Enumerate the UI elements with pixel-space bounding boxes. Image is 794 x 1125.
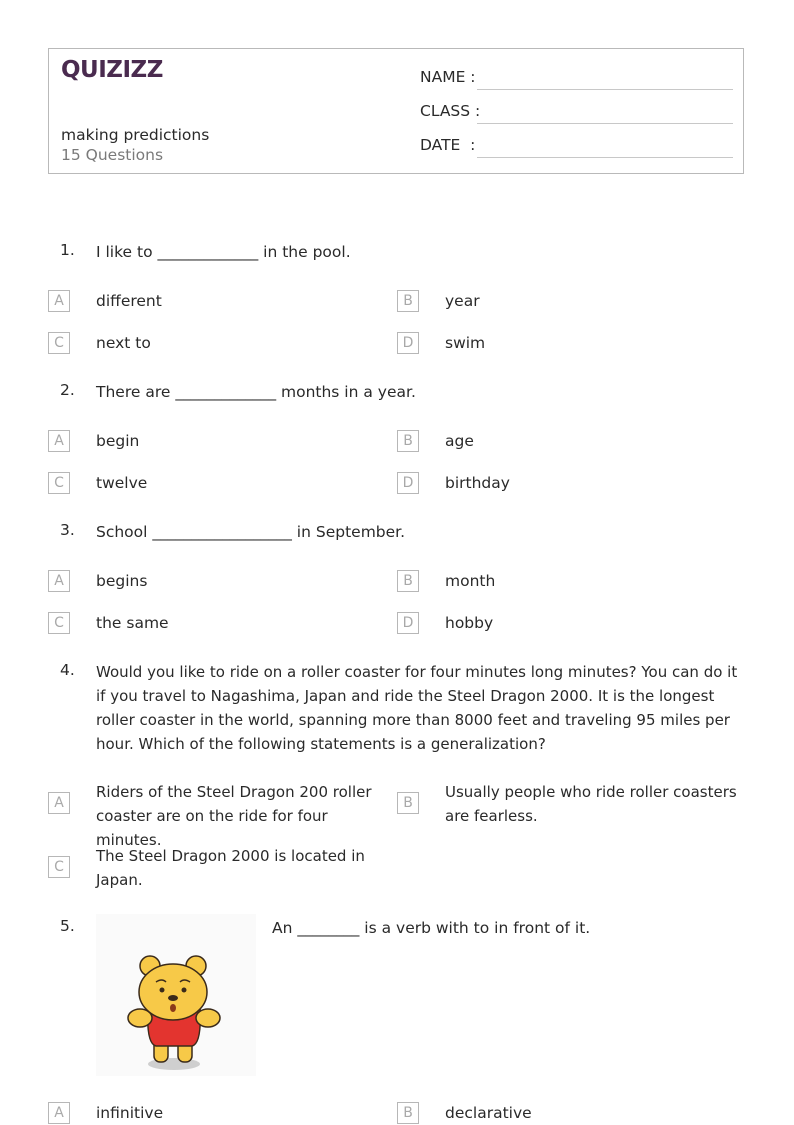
question-text: School __________________ in September. [96, 523, 406, 541]
option-text: different [96, 292, 162, 310]
bear-illustration [96, 914, 256, 1076]
question-text: An ________ is a verb with to in front of it. [272, 919, 591, 937]
option-text: Usually people who ride roller coasters are fearless. [445, 783, 737, 825]
option-text: infinitive [96, 1104, 164, 1122]
question-text: Would you like to ride on a roller coaster for four minutes long minutes? You can do it if you travel to Nagashima, Japan and ride the Steel Dragon 2000. It is the longest roller coaster in the world, spanning more than 8000 feet and traveling 95 miles per hour. Which of the following statements is a generalization? [96, 663, 738, 753]
option-letter-d[interactable]: D [397, 472, 419, 494]
question-number: 3. [60, 521, 75, 539]
pooh-bear-image [96, 914, 256, 1076]
question-number: 1. [60, 241, 75, 259]
option-letter-d[interactable]: D [397, 332, 419, 354]
option-letter-c[interactable]: C [48, 332, 70, 354]
question-text: I like to _____________ in the pool. [96, 243, 351, 261]
option-letter-a[interactable]: A [48, 430, 70, 452]
option-text: month [445, 572, 496, 590]
option-letter-d[interactable]: D [397, 612, 419, 634]
question-count: 15 Questions [61, 146, 164, 164]
option-letter-c[interactable]: C [48, 856, 70, 878]
option-letter-a[interactable]: A [48, 792, 70, 814]
option-text: Riders of the Steel Dragon 200 roller coaster are on the ride for four minutes. [96, 783, 372, 849]
class-line[interactable] [477, 123, 733, 124]
option-text: birthday [445, 474, 510, 492]
question-text: There are _____________ months in a year. [96, 383, 416, 401]
option-letter-c[interactable]: C [48, 612, 70, 634]
option-text: swim [445, 334, 486, 352]
option-letter-b[interactable]: B [397, 570, 419, 592]
worksheet-header [48, 48, 744, 174]
question-number: 2. [60, 381, 75, 399]
date-line[interactable] [477, 157, 733, 158]
option-letter-a[interactable]: A [48, 1102, 70, 1124]
option-letter-b[interactable]: B [397, 430, 419, 452]
option-letter-b[interactable]: B [397, 290, 419, 312]
option-letter-b[interactable]: B [397, 1102, 419, 1124]
question-number: 4. [60, 661, 75, 679]
option-text: begins [96, 572, 148, 590]
option-text: begin [96, 432, 140, 450]
option-text: hobby [445, 614, 494, 632]
option-text: age [445, 432, 474, 450]
quizizz-logo [61, 57, 163, 85]
question-number: 5. [60, 917, 75, 935]
logo-text: QUIZIZZ [61, 57, 163, 83]
option-text: twelve [96, 474, 148, 492]
name-label: NAME : [420, 68, 476, 86]
option-text: declarative [445, 1104, 532, 1122]
option-text: year [445, 292, 480, 310]
date-label: DATE : [420, 136, 476, 154]
option-letter-c[interactable]: C [48, 472, 70, 494]
option-text: next to [96, 334, 151, 352]
option-letter-a[interactable]: A [48, 290, 70, 312]
class-label: CLASS : [420, 102, 481, 120]
option-letter-a[interactable]: A [48, 570, 70, 592]
option-letter-b[interactable]: B [397, 792, 419, 814]
option-text: the same [96, 614, 169, 632]
name-line[interactable] [477, 89, 733, 90]
option-text: The Steel Dragon 2000 is located in Japan. [96, 847, 365, 889]
worksheet-title: making predictions [61, 126, 210, 144]
